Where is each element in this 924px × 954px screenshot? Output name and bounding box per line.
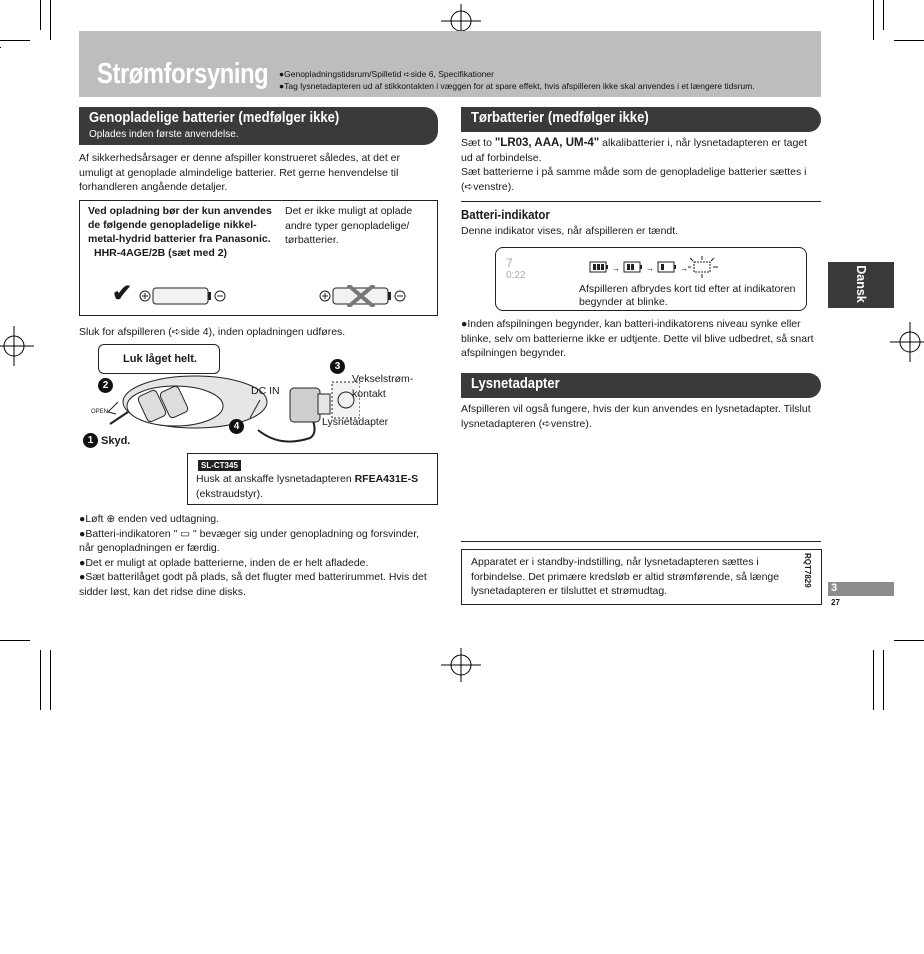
document-code: RQT7829	[803, 553, 812, 588]
divider	[461, 201, 821, 202]
model-number: RFEA431E-S	[354, 473, 419, 485]
crop-mark	[40, 650, 41, 710]
dry-battery-text: Sæt batterierne i på samme måde som de genopladelige batterier sættes i (➪venstre).	[461, 166, 807, 193]
model-note-text: (ekstraudstyr).	[196, 487, 264, 500]
standby-note-box	[461, 549, 822, 605]
crop-mark	[883, 0, 884, 30]
section-heading-rechargeable	[79, 107, 438, 145]
indicator-note: Afspilleren afbrydes kort tid efter at indikatoren begynder at blinke.	[579, 283, 796, 308]
battery-indicator-heading: Batteri-indikator	[461, 208, 550, 222]
battery-level-sequence-icon	[588, 256, 728, 280]
header-notes	[279, 68, 755, 92]
standby-note: Apparatet er i standby-indstilling, når lysnetadapteren sættes i forbindelse. Det primære kredsløb er altid strømførende, så længe lysnetadapteren er tilsluttet et strømudtag.	[471, 556, 780, 597]
dc-in-label: DC IN	[251, 385, 280, 397]
divider	[461, 541, 821, 542]
display-readout	[506, 256, 525, 281]
left-bullets	[79, 512, 437, 599]
adapter-paragraph: Afspilleren vil også fungere, hvis der kun anvendes en lysnetadapter. Tilslut lysnetadapteren (➪venstre).	[461, 403, 811, 430]
svg-text:→: →	[646, 264, 654, 273]
page-number: 27	[831, 598, 840, 607]
chapter-number: 3	[831, 582, 838, 594]
model-note	[196, 472, 434, 501]
crop-mark	[894, 640, 924, 641]
close-lid-callout	[98, 344, 220, 374]
model-tag: SL-CT345	[198, 460, 241, 471]
bullet-item: ●Sæt batterilåget godt på plads, så det flugter med batterirummet. Hvis det sidder løst, kan det ridse dine disks.	[79, 571, 427, 598]
step-number-4: 4	[229, 419, 244, 434]
open-label: OPEN	[91, 409, 109, 415]
registration-mark	[441, 648, 481, 682]
header-note: ●Genopladningstidsrum/Spilletid ➪side 6, Specifikationer	[279, 69, 494, 79]
rechargeable-battery-icon	[138, 285, 228, 307]
step-number-1: 1	[83, 433, 98, 448]
indicator-display-box	[495, 247, 807, 311]
check-mark-icon: ✔	[112, 280, 133, 307]
page-title: Strømforsyning	[97, 58, 269, 90]
crop-mark	[0, 640, 30, 641]
section-title: Genopladelige batterier (medfølger ikke)	[89, 110, 340, 126]
crop-mark	[0, 40, 30, 41]
step-number-2: 2	[98, 378, 113, 393]
crossed-battery-icon	[318, 285, 408, 307]
crop-mark	[50, 0, 51, 40]
battery-info-right: Det er ikke muligt at oplade andre typer genopladelige/ tørbatterier.	[285, 205, 413, 246]
crop-mark	[40, 0, 41, 30]
crop-mark	[894, 40, 924, 41]
crop-mark	[873, 650, 874, 710]
adapter-label: Lysnetadapter	[322, 416, 389, 428]
bullet-item: ●Det er muligt at oplade batterierne, inden de er helt afladede.	[79, 556, 369, 569]
registration-mark	[0, 326, 34, 366]
dry-battery-text: alkalibatterier i, når lysnetadapteren er taget ud af forbindelse.	[461, 137, 808, 164]
language-tab-label: Dansk	[854, 265, 868, 303]
crop-mark	[50, 650, 51, 710]
battery-info-text: Ved opladning bør der kun anvendes de følgende genopladelige nikkel-metal-hydrid batterier fra Panasonic.	[88, 205, 272, 245]
crop-mark	[873, 0, 874, 40]
bullet-item: ●Løft ⊕ enden ved udtagning.	[79, 513, 220, 525]
battery-indicator-text: Denne indikator vises, når afspilleren er tændt.	[461, 225, 679, 237]
section-subtitle: Oplades inden første anvendelse.	[89, 129, 239, 140]
section-title: Lysnetadapter	[471, 376, 560, 392]
callout-text: Luk låget helt.	[123, 353, 197, 365]
display-digit: 7	[506, 256, 513, 270]
intro-paragraph: Af sikkerhedsårsager er denne afspiller konstrueret således, at det er umuligt at genoplade almindelige batterier. Ret gerne henvendelse til forhandleren angående detaljer.	[79, 152, 401, 193]
step-number-3: 3	[330, 359, 345, 374]
model-note-box	[187, 453, 438, 505]
section-heading-dry-batteries	[461, 107, 821, 132]
battery-info-box	[79, 200, 438, 316]
step-1-label: Skyd.	[101, 435, 131, 447]
crop-mark	[0, 47, 1, 48]
bullet-item: ●Batteri-indikatoren " ▭ " bevæger sig under genopladning og forsvinder, når genopladningen er færdig.	[79, 527, 420, 554]
section-heading-adapter	[461, 373, 821, 398]
registration-mark	[890, 322, 924, 362]
model-note-text: Husk at anskaffe lysnetadapteren	[196, 473, 355, 485]
turn-off-instruction: Sluk for afspilleren (➪side 4), inden opladningen udføres.	[79, 326, 346, 338]
language-tab	[828, 262, 894, 308]
svg-text:→: →	[612, 264, 620, 273]
crop-mark	[883, 650, 884, 710]
battery-info-left	[88, 204, 278, 260]
page-header	[79, 31, 821, 97]
svg-text:→: →	[680, 264, 688, 273]
header-note: ●Tag lysnetadapteren ud af stikkontakten i væggen for at spare effekt, hvis afspilleren ikke skal anvendes i et længere tidsrum.	[279, 81, 755, 91]
section-title: Tørbatterier (medfølger ikke)	[471, 110, 649, 126]
battery-type: "LR03, AAA, UM-4"	[494, 137, 600, 149]
battery-model: HHR-4AGE/2B (sæt med 2)	[94, 247, 228, 259]
ac-outlet-label: Vekselstrøm- kontakt	[352, 373, 414, 400]
dry-battery-paragraph	[461, 136, 821, 194]
dry-battery-text: Sæt to	[461, 137, 495, 149]
indicator-bullet: ●Inden afspilningen begynder, kan batteri-indikatorens niveau synke eller blinke, selv om batterierne ikke er udtjente. Dette vil blive udbedret, så snart afspilningen begynder.	[461, 318, 814, 359]
display-time: 0:22	[506, 270, 526, 281]
chapter-badge	[828, 582, 894, 596]
